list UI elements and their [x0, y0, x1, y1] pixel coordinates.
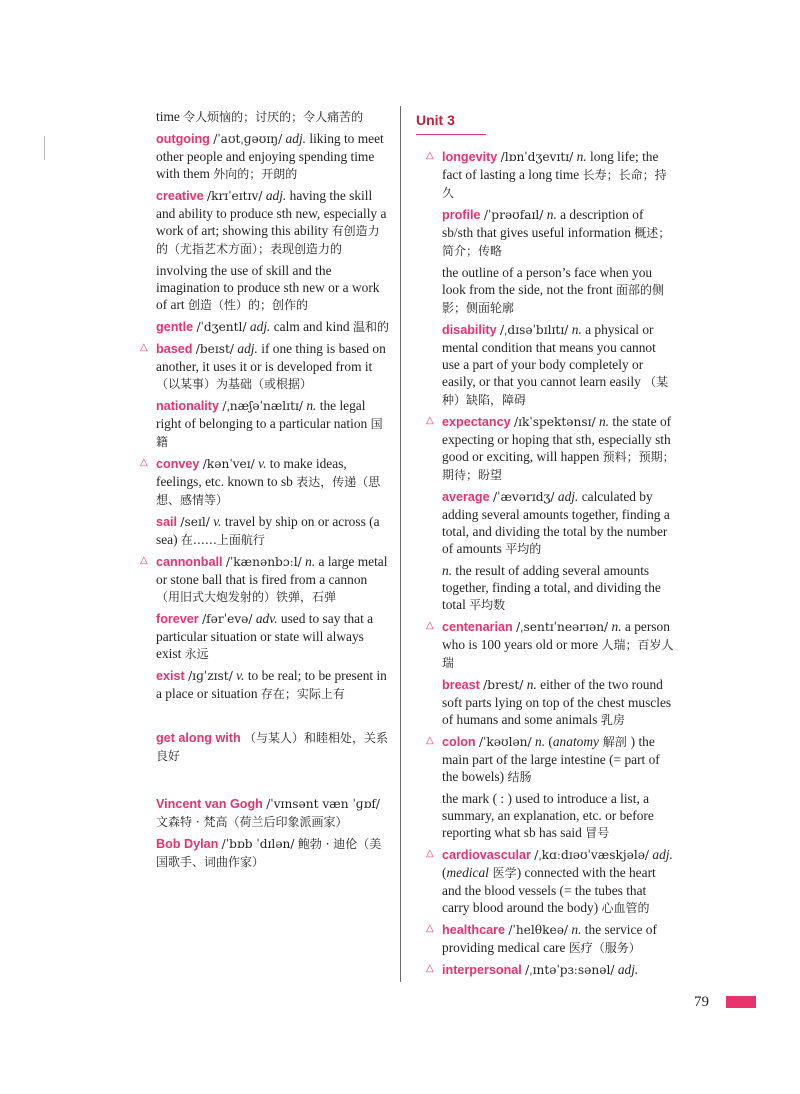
phonetic: /brest/ [483, 678, 524, 692]
translation: （与某人）和睦相处，关系良好 [156, 731, 389, 763]
entry-creative-sense2 [140, 262, 390, 314]
headword: healthcare [442, 923, 505, 937]
headword: exist [156, 669, 185, 683]
headword: forever [156, 612, 199, 626]
part-of-speech: adj. [652, 847, 673, 862]
entry-breast [426, 676, 676, 729]
part-of-speech: n. [442, 563, 453, 578]
translation: （以某事）为基础（或根据） [156, 377, 313, 391]
part-of-speech: n. [306, 398, 317, 413]
entry-healthcare [426, 921, 676, 957]
translation: 概述；简介；传略 [442, 226, 671, 258]
part-of-speech: n. [535, 734, 546, 749]
headword: sail [156, 515, 178, 529]
phonetic: /ˈdʒentl/ [196, 320, 247, 334]
phonetic: /beɪst/ [195, 342, 235, 356]
definition: used to say that a particular situation or state will always exist [156, 611, 374, 661]
part-of-speech: n. [526, 677, 537, 692]
translation: 创造（性）的；创作的 [187, 298, 308, 312]
right-column [426, 148, 676, 983]
new-word-triangle-icon: △ [426, 620, 434, 631]
translation: 平均的 [505, 542, 542, 556]
part-of-speech: adj. [249, 319, 271, 334]
phonetic: /ˌkɑːdɪəʊˈvæskjələ/ [534, 848, 650, 862]
definition: to be real; to be present in a place or situation [156, 668, 387, 701]
part-of-speech: v. [213, 514, 222, 529]
translation: 长寿；长命；持久 [442, 168, 667, 200]
new-word-triangle-icon: △ [140, 342, 148, 353]
headword: interpersonal [442, 963, 522, 977]
part-of-speech: n. [576, 149, 587, 164]
definition: if one thing is based on another, it uses it or is developed from it [156, 341, 386, 374]
translation: 鲍勃 · 迪伦（美国歌手、词曲作家） [156, 837, 382, 869]
page-tab-marker [726, 996, 756, 1008]
definition: involving the use of skill and the imagination to produce sth new or a work of art [156, 263, 380, 312]
headword: disability [442, 323, 497, 337]
translation: 医疗（服务） [568, 941, 641, 955]
definition: a large metal or stone ball that is fired from a cannon [156, 554, 388, 587]
new-word-triangle-icon: △ [426, 150, 434, 161]
phonetic: /ˈkəʊlən/ [478, 735, 532, 749]
phonetic: /ˈvɪnsənt væn ˈɡɒf/ [266, 797, 381, 811]
translation: 心血管的 [601, 901, 650, 915]
entry-average [426, 488, 676, 558]
headword: breast [442, 678, 480, 692]
entry-profile-sense2 [426, 264, 676, 317]
headword: longevity [442, 150, 498, 164]
part-of-speech: n. [571, 322, 582, 337]
headword: centenarian [442, 620, 513, 634]
new-word-triangle-icon: △ [426, 963, 434, 974]
part-of-speech: v. [258, 456, 267, 471]
headword: gentle [156, 320, 194, 334]
entry-colon-sense2 [426, 790, 676, 842]
translation: 结肠 [507, 770, 532, 784]
column-divider [400, 106, 401, 982]
entry-based [140, 340, 390, 393]
entry-continuation: time 令人烦恼的；讨厌的；令人痛苦的 [156, 109, 364, 124]
entry-outgoing [140, 130, 390, 183]
headword: Vincent van Gogh [156, 797, 263, 811]
definition: long life; the fact of lasting a long time [442, 149, 659, 182]
translation: 存在；实际上有 [260, 687, 345, 701]
entry-nationality [140, 397, 390, 451]
part-of-speech: n. [571, 922, 582, 937]
definition: a physical or mental condition that means you cannot use a part of your body completely or easily, or that you cannot learn easily [442, 322, 656, 389]
headword: cardiovascular [442, 848, 531, 862]
translation: 外向的；开朗的 [213, 167, 298, 181]
definition: the mark ( : ) used to introduce a list, a summary, an explanation, etc. or before reporting what sb has said [442, 791, 654, 840]
definition: calculated by adding several amounts together, finding a total, and dividing the total by the number of amounts [442, 489, 670, 556]
entry-gentle [140, 318, 390, 336]
entry-profile [426, 206, 676, 260]
translation: 表达，传递（思想、感情等） [156, 475, 381, 507]
phonetic: /ˈbɒb ˈdɪlən/ [221, 837, 295, 851]
phonetic: /ˈprəʊfaɪl/ [483, 208, 544, 222]
entry-sail [140, 513, 390, 549]
phonetic: /krɪˈeɪtɪv/ [206, 189, 263, 203]
entry-creative [140, 187, 390, 258]
entry-average-sense2 [426, 562, 676, 614]
definition: liking to meet other people and enjoying spending time with them [156, 131, 384, 181]
translation: 永远 [184, 647, 209, 661]
part-of-speech: adj. [265, 188, 287, 203]
entry-forever [140, 610, 390, 663]
subject-domain: medical [446, 865, 489, 880]
entry-convey [140, 455, 390, 509]
headword: expectancy [442, 415, 511, 429]
new-word-triangle-icon: △ [426, 735, 434, 746]
entry-centenarian [426, 618, 676, 672]
phonetic: /ɪɡˈzɪst/ [188, 669, 233, 683]
definition: travel by ship on or across (a sea) [156, 514, 380, 547]
entry-vincent-van-gogh [140, 795, 390, 831]
new-word-triangle-icon: △ [140, 457, 148, 468]
phonetic: /seɪl/ [180, 515, 210, 529]
phonetic: /kənˈveɪ/ [202, 457, 255, 471]
left-column [140, 108, 390, 875]
phonetic: /ˈaʊtˌɡəʊɪŋ/ [213, 132, 283, 146]
headword: Bob Dylan [156, 837, 219, 851]
translation: 国籍 [156, 417, 383, 449]
definition: the outline of a person’s face when you look from the side, not the front [442, 265, 653, 297]
part-of-speech: adv. [255, 611, 278, 626]
translation: 乳房 [600, 713, 625, 727]
headword: outgoing [156, 132, 210, 146]
phonetic: /ɪkˈspektənsɪ/ [513, 415, 596, 429]
translation: 在……上面航行 [180, 533, 265, 547]
definition: to make ideas, feelings, etc. known to sb [156, 456, 347, 489]
definition: the result of adding several amounts together, finding a total, and dividing the total [442, 563, 661, 612]
headword: nationality [156, 399, 219, 413]
phonetic: /lɒnˈdʒevɪtɪ/ [500, 150, 574, 164]
part-of-speech: v. [236, 668, 245, 683]
phonetic: /ˈhelθkeə/ [508, 923, 569, 937]
translation: 预料；预期；期待；盼望 [442, 450, 675, 482]
definition: calm and kind [270, 319, 353, 334]
entry-colon: △ colon /ˈkəʊlən/ n. (anatomy 解剖 ) the main part of the large intestine (= part of the bowels) 结肠 [426, 734, 660, 784]
new-word-triangle-icon: △ [426, 415, 434, 426]
headword: convey [156, 457, 200, 471]
translation: 有创造力的（尤指艺术方面）；表现创造力的 [156, 224, 380, 256]
part-of-speech: n. [611, 619, 622, 634]
translation: 面部的侧影；侧面轮廓 [442, 283, 665, 315]
part-of-speech: n. [546, 207, 557, 222]
unit-title: Unit 3 [416, 112, 455, 128]
entry-interpersonal [426, 961, 676, 979]
entry-longevity [426, 148, 676, 202]
phonetic: /fərˈevə/ [202, 612, 253, 626]
definition: having the skill and ability to produce sth new, especially a work of art; showing this ability [156, 188, 387, 238]
entry-exist [140, 667, 390, 703]
part-of-speech: adj. [285, 131, 307, 146]
definition: the legal right of belonging to a particular nation [156, 398, 371, 431]
entry-disability [426, 321, 676, 409]
headword: colon [442, 735, 476, 749]
part-of-speech: adj. [617, 962, 639, 977]
headword: get along with [156, 731, 241, 745]
definition: either of the two round soft parts lying on top of the chest muscles of humans and some animals [442, 677, 672, 727]
translation: 人瑞；百岁人瑞 [442, 638, 674, 670]
subject-domain: anatomy [552, 734, 599, 749]
phonetic: /ˈkænənbɔːl/ [225, 555, 302, 569]
entry-bob-dylan [140, 835, 390, 871]
definition: the state of expecting or hoping that sth, especially sth good or exciting, will happen [442, 414, 672, 464]
translation: 冒号 [585, 826, 610, 840]
phonetic: /ˈævərɪdʒ/ [492, 490, 555, 504]
definition: a person who is 100 years old or more [442, 619, 670, 652]
definition: the main part of the large intestine (= part of the bowels) [442, 734, 660, 784]
part-of-speech: n. [305, 554, 316, 569]
margin-mark [44, 136, 45, 160]
headword: average [442, 490, 490, 504]
headword: profile [442, 208, 481, 222]
part-of-speech: adj. [557, 489, 579, 504]
headword: cannonball [156, 555, 223, 569]
phonetic: /ˌsentɪˈneərɪən/ [516, 620, 609, 634]
translation: 平均数 [469, 598, 506, 612]
page-number: 79 [694, 994, 709, 1010]
entry-get-along-with [140, 729, 390, 765]
phonetic: /ˌdɪsəˈbɪlɪtɪ/ [499, 323, 569, 337]
definition: the service of providing medical care [442, 922, 657, 955]
entry-cardiovascular: △ cardiovascular /ˌkɑːdɪəʊˈvæskjələ/ adj. (medical 医学) connected with the heart and the blood vessels (= the tubes that carry blood around the body) 心血管的 [426, 847, 673, 915]
translation: （用旧式大炮发射的）铁弹，石弹 [156, 590, 337, 604]
new-word-triangle-icon: △ [426, 848, 434, 859]
definition: connected with the heart and the blood vessels (= the tubes that carry blood around the body) [442, 865, 656, 915]
new-word-triangle-icon: △ [140, 555, 148, 566]
part-of-speech: n. [598, 414, 609, 429]
unit-title-underline [416, 134, 486, 135]
entry-cannonball [140, 553, 390, 606]
translation: 文森特 · 梵高（荷兰后印象派画家） [156, 815, 348, 829]
entry-expectancy [426, 413, 676, 484]
part-of-speech: adj. [237, 341, 258, 356]
translation: 温和的 [352, 320, 389, 334]
new-word-triangle-icon: △ [426, 923, 434, 934]
headword: based [156, 342, 193, 356]
phonetic: /ˌnæʃəˈnælɪtɪ/ [222, 399, 303, 413]
phonetic: /ˌɪntəˈpɜːsənəl/ [525, 963, 615, 977]
translation: （某种）缺陷，障碍 [442, 375, 669, 407]
definition: a description of sb/sth that gives useful information [442, 207, 644, 240]
headword: creative [156, 189, 204, 203]
